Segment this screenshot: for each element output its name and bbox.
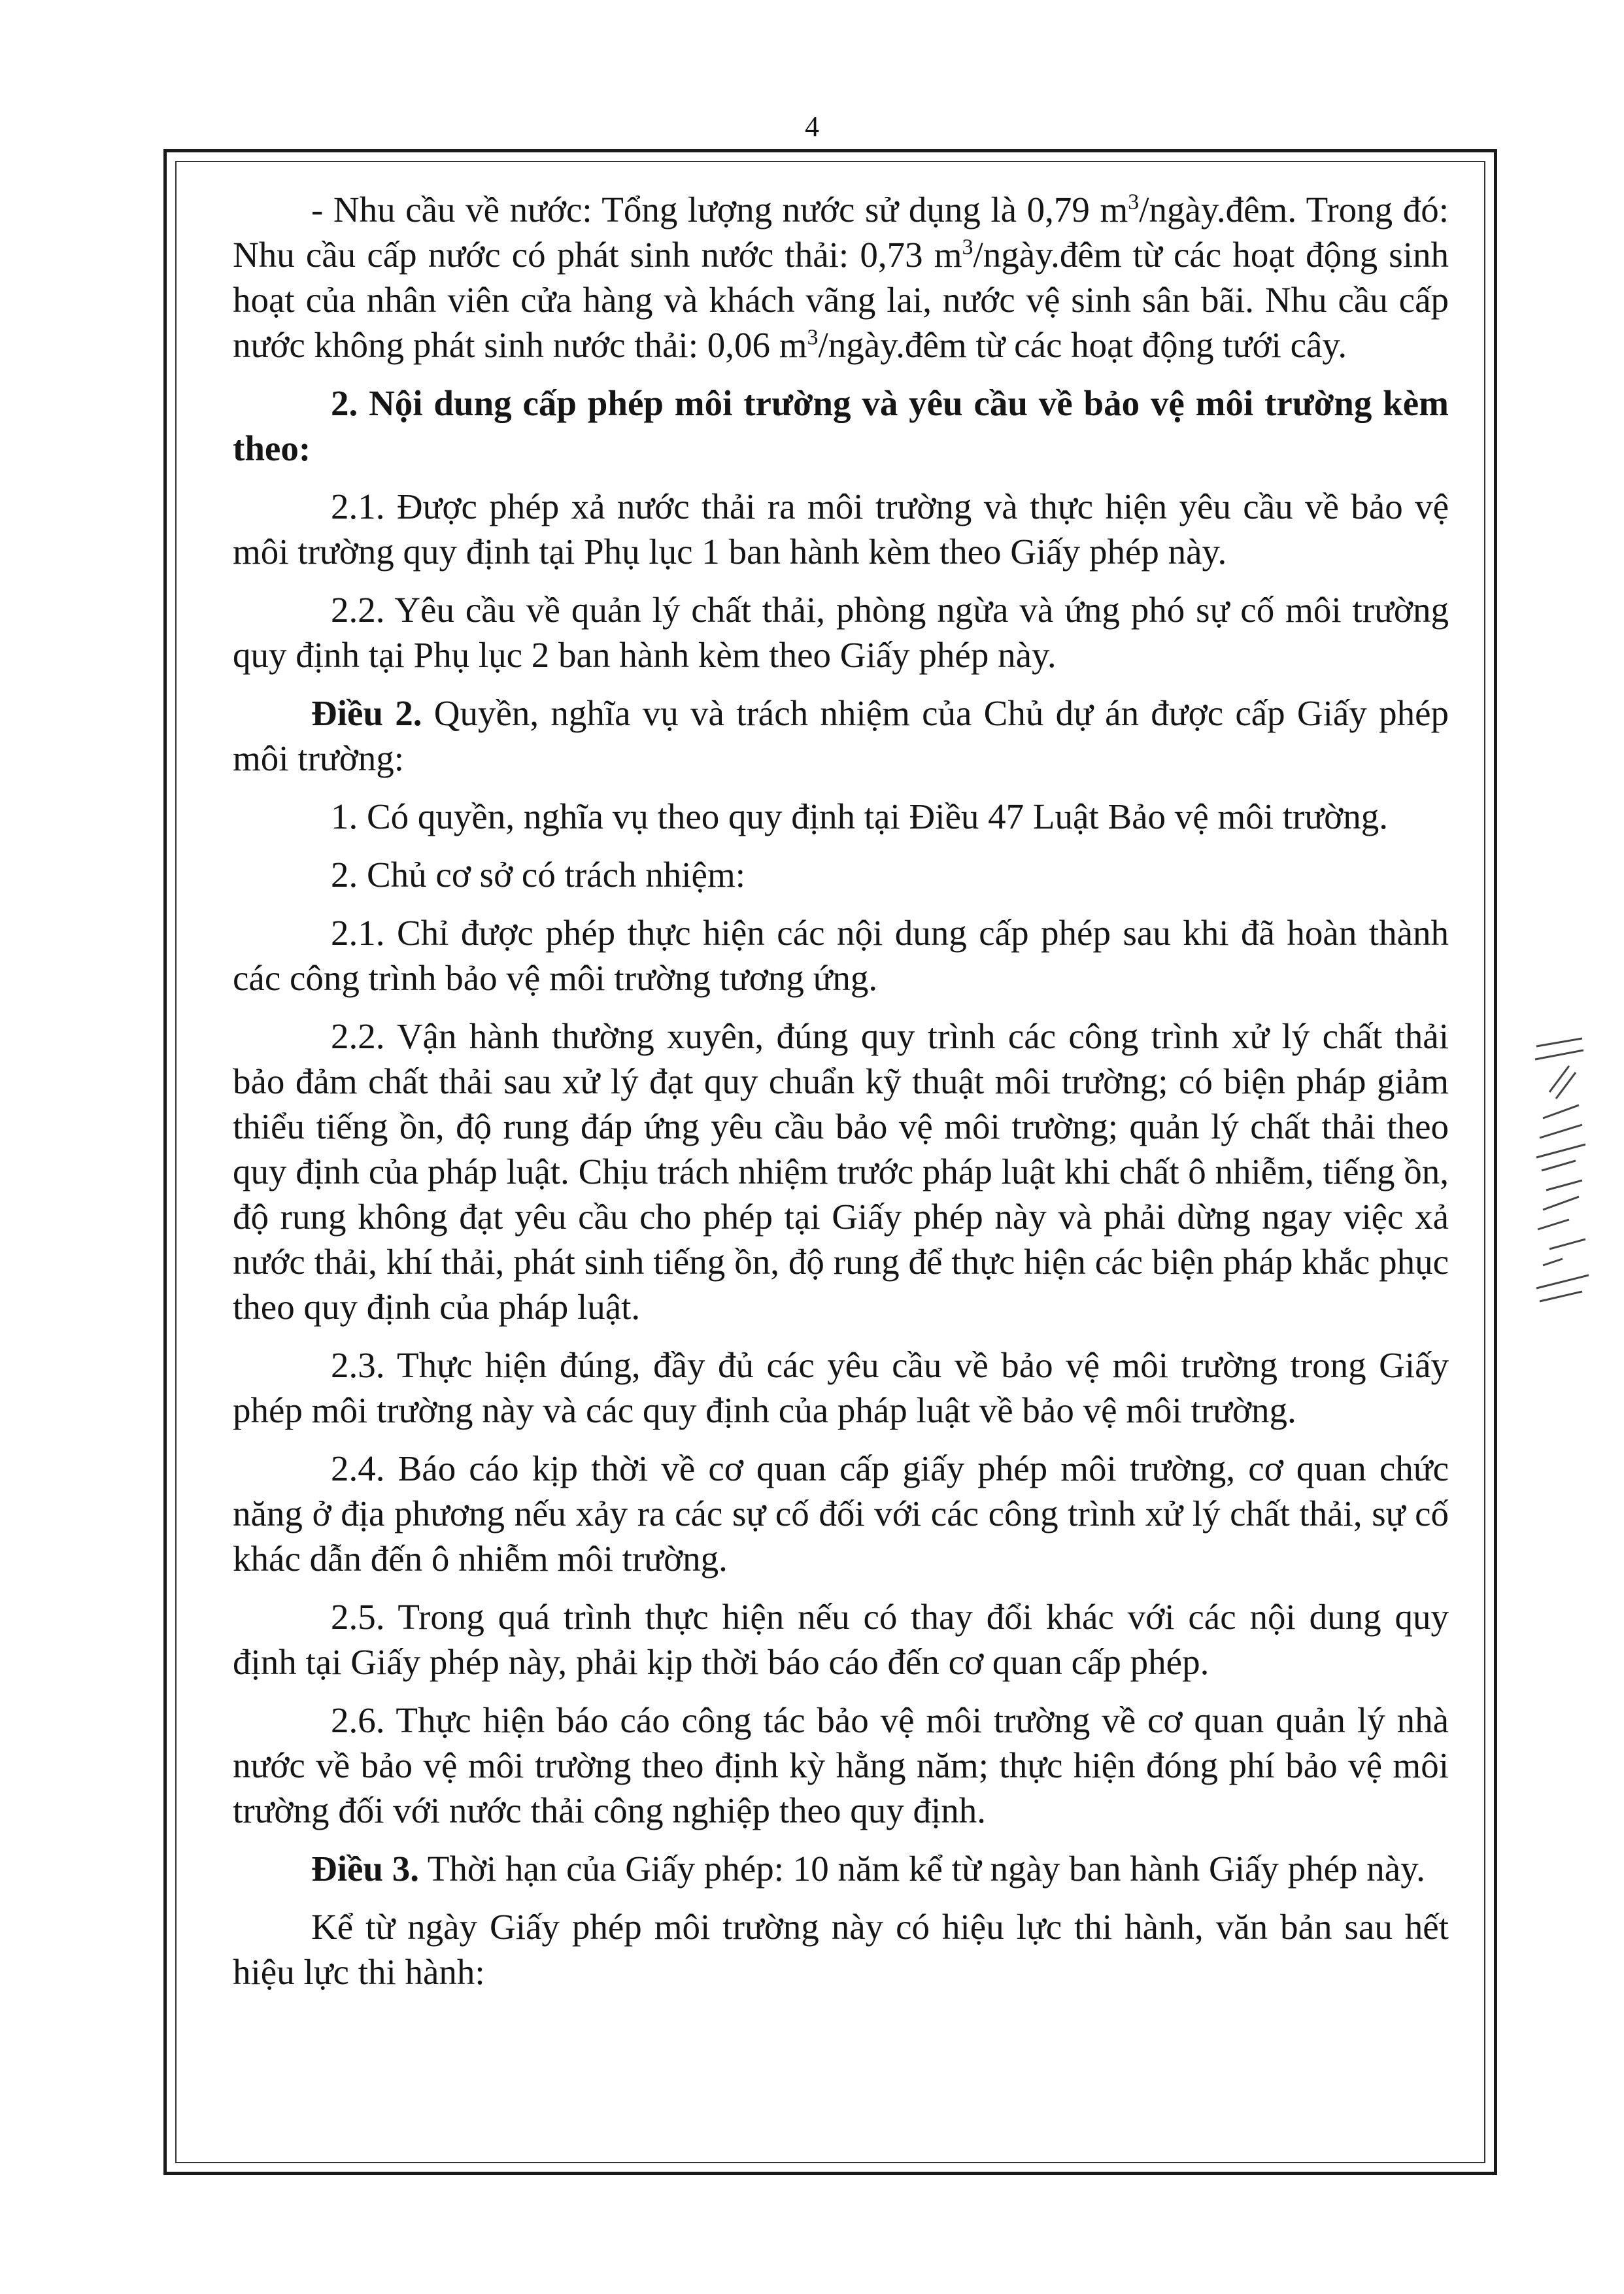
- closing-paragraph: Kể từ ngày Giấy phép môi trường này có hiệu lực thi hành, văn bản sau hết hiệu lực thi hành:: [233, 1907, 1449, 1992]
- article-2-item-2: 2. Chủ cơ sở có trách nhiệm:: [331, 855, 746, 895]
- article-3: [233, 1846, 1449, 1891]
- article-2-item-2-1: 2.1. Chỉ được phép thực hiện các nội dung cấp phép sau khi đã hoàn thành các công trình bảo vệ môi trường tương ứng.: [233, 913, 1449, 998]
- section-2-title: 2. Nội dung cấp phép môi trường và yêu cầu về bảo vệ môi trường kèm theo:: [233, 383, 1449, 468]
- article-2-text: Quyền, nghĩa vụ và trách nhiệm của Chủ dự án được cấp Giấy phép môi trường:: [233, 693, 1449, 778]
- article-2-item-2-3: 2.3. Thực hiện đúng, đầy đủ các yêu cầu về bảo vệ môi trường trong Giấy phép môi trường này và các quy định của pháp luật về bảo vệ môi trường.: [233, 1345, 1449, 1430]
- article-2-item-1: 1. Có quyền, nghĩa vụ theo quy định tại Điều 47 Luật Bảo vệ môi trường.: [331, 796, 1388, 836]
- article-2-label: Điều 2.: [311, 693, 422, 733]
- article-2-item-2-2: 2.2. Vận hành thường xuyên, đúng quy trình các công trình xử lý chất thải bảo đảm chất thải sau xử lý đạt quy chuẩn kỹ thuật môi trường; có biện pháp giảm thiểu tiếng ồn, độ rung đáp ứng yêu cầu bảo vệ môi trường; quản lý chất thải theo quy định của pháp luật. Chịu trách nhiệm trước pháp luật khi chất ô nhiễm, tiếng ồn, độ rung không đạt yêu cầu cho phép tại Giấy phép này và phải dừng ngay việc xả nước thải, khí thải, phát sinh tiếng ồn, độ rung để thực hiện các biện pháp khắc phục theo quy định của pháp luật.: [233, 1016, 1449, 1327]
- seal-stamp-mark: [1523, 1033, 1595, 1308]
- article-2: [233, 691, 1449, 781]
- article-2-item-2-4: 2.4. Báo cáo kịp thời về cơ quan cấp giấy phép môi trường, cơ quan chức năng ở địa phương nếu xảy ra các sự cố đối với các công trình xử lý chất thải, sự cố khác dẫn đến ô nhiễm môi trường.: [233, 1448, 1449, 1579]
- water-demand-paragraph: - Nhu cầu về nước: Tổng lượng nước sử dụng là 0,79 $m^3/ngày.đêm$. Trong đó: Nhu cầu cấp nước có phát sinh nước thải: 0,73 $m^3/ngày.đêm$ từ các hoạt động sinh hoạt của nhân viên cửa hàng và khách vãng lai, nước vệ sinh sân bãi. Nhu cầu cấp nước không phát sinh nước thải: 0,06 $m^3/ngày.đêm$ từ các hoạt động tưới cây.: [233, 190, 1449, 365]
- article-2-item-2-5: 2.5. Trong quá trình thực hiện nếu có thay đổi khác với các nội dung quy định tại Giấy phép này, phải kịp thời báo cáo đến cơ quan cấp phép.: [233, 1597, 1449, 1682]
- paragraph-2-2: 2.2. Yêu cầu về quản lý chất thải, phòng ngừa và ứng phó sự cố môi trường quy định tại Phụ lục 2 ban hành kèm theo Giấy phép này.: [233, 590, 1449, 675]
- article-2-item-2-6: 2.6. Thực hiện báo cáo công tác bảo vệ môi trường về cơ quan quản lý nhà nước về bảo vệ môi trường theo định kỳ hằng năm; thực hiện đóng phí bảo vệ môi trường đối với nước thải công nghiệp theo quy định.: [233, 1700, 1449, 1830]
- document-body: [233, 187, 1449, 2008]
- paragraph-2-1: 2.1. Được phép xả nước thải ra môi trường và thực hiện yêu cầu về bảo vệ môi trường quy định tại Phụ lục 1 ban hành kèm theo Giấy phép này.: [233, 487, 1449, 572]
- page-number: 4: [805, 111, 819, 143]
- article-3-text: Thời hạn của Giấy phép: 10 năm kể từ ngày ban hành Giấy phép này.: [419, 1849, 1425, 1889]
- article-3-label: Điều 3.: [311, 1849, 419, 1889]
